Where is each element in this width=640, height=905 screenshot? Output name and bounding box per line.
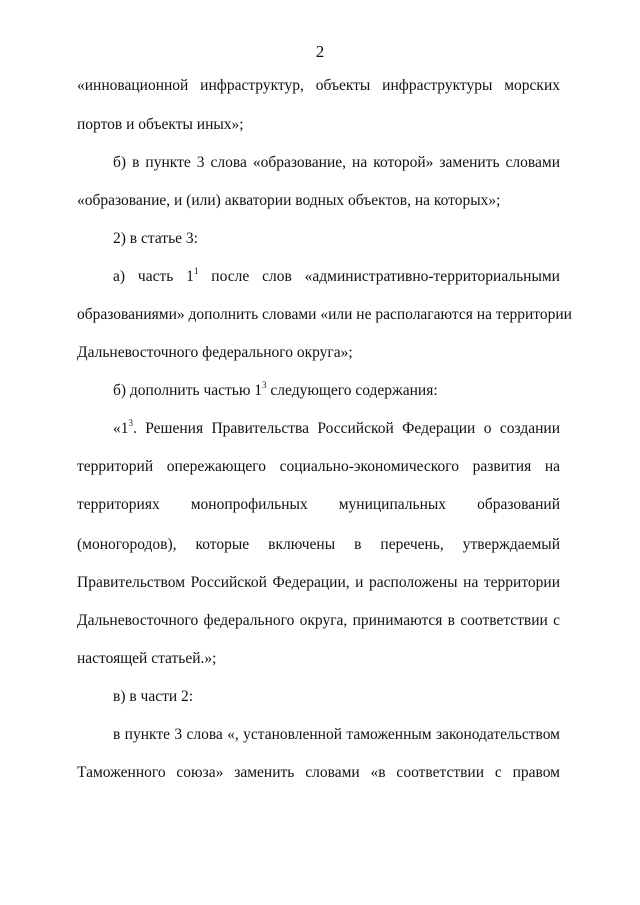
text-line-9 <box>113 381 560 401</box>
page-number: 2 <box>315 42 325 61</box>
text-line-11: территорий опережающего социально-экономического развития на <box>77 458 560 475</box>
text-line-19: Таможенного союза» заменить словами «в соответствии с правом <box>77 764 560 781</box>
text-line-16: настоящей статьей.»; <box>77 650 217 667</box>
text-line-4: «образование, и (или) акватории водных объектов, на которых»; <box>77 192 501 209</box>
text-line-12: территориях монопрофильных муниципальных образований <box>77 496 560 513</box>
text-line-2: портов и объекты иных»; <box>77 116 244 133</box>
text-line-17: в) в части 2: <box>113 688 194 705</box>
text-line-15: Дальневосточного федерального округа, принимаются в соответствии с <box>77 612 560 629</box>
superscript-1: 1 <box>193 266 199 276</box>
superscript-3b: 3 <box>128 418 133 428</box>
text-line-9-pre: б) дополнить частью 1 <box>113 382 263 399</box>
text-line-14: Правительством Российской Федерации, и расположены на территории <box>77 574 560 591</box>
text-line-18: в пункте 3 слова «, установленной таможенным законодательством <box>113 726 560 743</box>
text-line-10-pre: «1 <box>113 420 129 437</box>
text-line-10-post: . Решения Правительства Российской Федерации о создании <box>133 420 560 437</box>
text-line-9-post: следующего содержания: <box>266 382 438 399</box>
text-line-10 <box>113 419 560 439</box>
text-line-6 <box>113 267 560 287</box>
text-line-13: (моногородов), которые включены в перечень, утверждаемый <box>77 536 560 553</box>
superscript-3: 3 <box>262 380 267 390</box>
text-line-6-post: после слов «административно-территориальными <box>198 268 560 285</box>
text-line-6-pre: а) часть 1 <box>113 268 194 285</box>
text-line-5: 2) в статье 3: <box>113 230 198 247</box>
text-line-3: б) в пункте 3 слова «образование, на которой» заменить словами <box>113 154 560 171</box>
text-line-1: «инновационной инфраструктур, объекты инфраструктуры морских <box>77 77 560 94</box>
text-line-8: Дальневосточного федерального округа»; <box>77 344 353 361</box>
text-line-7: образованиями» дополнить словами «или не располагаются на территории <box>77 306 572 323</box>
